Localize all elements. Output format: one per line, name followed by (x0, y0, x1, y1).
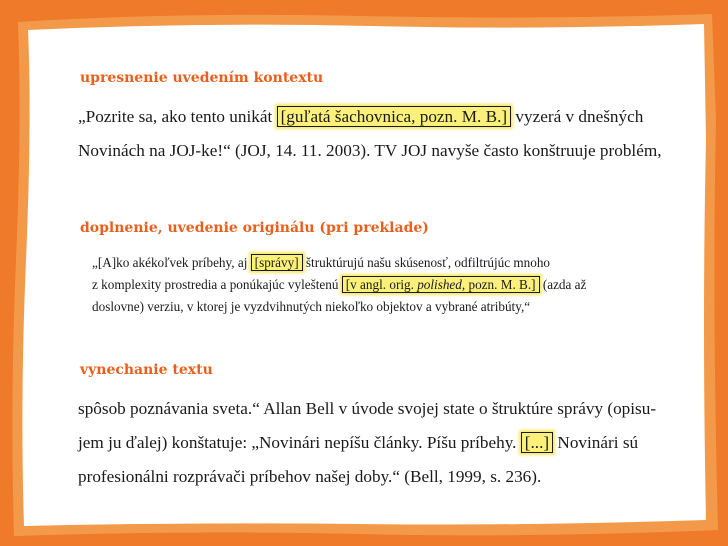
editorial-insertion-highlight: [správy] (251, 254, 303, 271)
paragraph-line: z komplexity prostredia a ponúkajúc vyleštenú [v angl. orig. polished, pozn. M. B.] (azda až (92, 277, 587, 292)
paragraph-line: „[A]ko akékoľvek príbehy, aj [správy] štruktúrujú našu skúsenosť, odfiltrújúc mnoho (92, 255, 551, 270)
omission-highlight: [...] (521, 432, 553, 453)
section-1-heading: upresnenie uvedením kontextu (80, 70, 324, 86)
section-3-heading: vynechanie textu (80, 362, 213, 378)
section-1-paragraph (78, 100, 662, 168)
paragraph-line: „Pozrite sa, ako tento unikát [guľatá šachovnica, pozn. M. B.] vyzerá v dnešných (78, 107, 644, 126)
paragraph-line: profesionálni rozprávači príbehov našej doby.“ (Bell, 1999, s. 236). (78, 467, 542, 486)
paragraph-line: spôsob poznávania sveta.“ Allan Bell v úvode svojej state o štruktúre správy (opisu- (78, 399, 657, 418)
section-2-heading: doplnenie, uvedenie originálu (pri preklade) (80, 220, 429, 236)
original-term-highlight: [v angl. orig. polished, pozn. M. B.] (342, 276, 540, 293)
paragraph-line: Novinách na JOJ-ke!“ (JOJ, 14. 11. 2003). TV JOJ navyše často konštruuje problém, (78, 141, 662, 160)
paragraph-line: jem ju ďalej) konštatuje: „Novinári nepíšu články. Píšu príbehy. [...] Novinári sú (78, 433, 639, 452)
section-3-paragraph (78, 392, 656, 494)
editorial-insertion-highlight: [guľatá šachovnica, pozn. M. B.] (277, 106, 512, 127)
paragraph-line: doslovne) verziu, v ktorej je vyzdvihnutých niekoľko objektov a vybrané atribúty,“ (92, 299, 531, 314)
section-2-paragraph (92, 252, 586, 318)
